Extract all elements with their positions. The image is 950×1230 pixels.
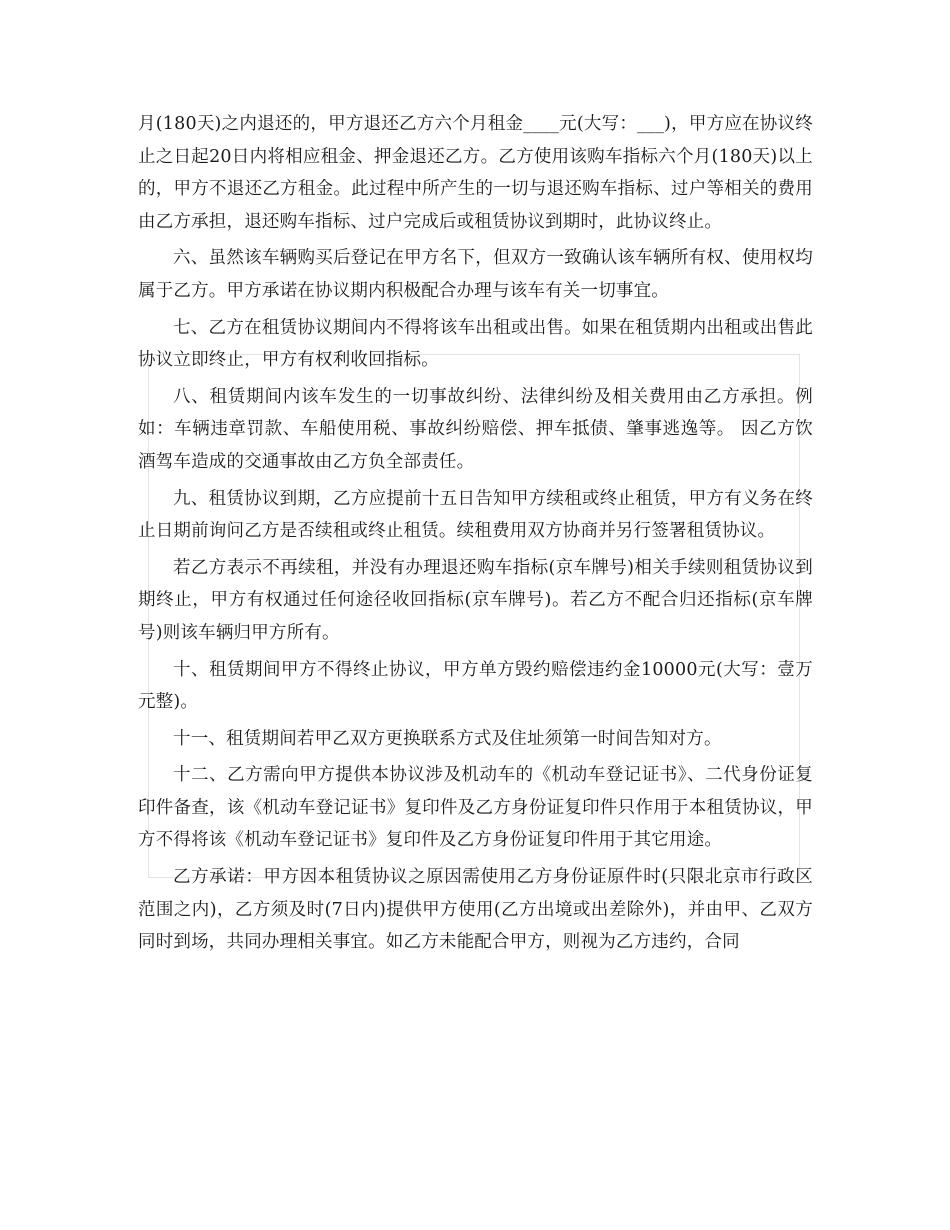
paragraph-continuation: 月(180天)之内退还的，甲方退还乙方六个月租金____元(大写：___)，甲方应在协议终止之日起20日内将相应租金、押金退还乙方。乙方使用该购车指标六个月(180天)以上的，甲方不退还乙方租金。此过程中所产生的一切与退还购车指标、过户等相关的费用由乙方承担，退还购车指标、过户完成后或租赁协议到期时，此协议终止。 — [138, 114, 813, 232]
paragraph-clause-7: 七、乙方在租赁协议期间内不得将该车出租或出售。如果在租赁期内出租或出售此协议立即终止，甲方有权利收回指标。 — [138, 317, 813, 371]
paragraph-clause-6: 六、虽然该车辆购买后登记在甲方名下，但双方一致确认该车辆所有权、使用权均属于乙方。甲方承诺在协议期内积极配合办理与该车有关一切事宜。 — [138, 248, 813, 301]
paragraph-clause-9-supplement: 若乙方表示不再续租，并没有办理退还购车指标(京车牌号)相关手续则租赁协议到期终止，甲方有权通过任何途径收回指标(京车牌号)。若乙方不配合归还指标(京车牌号)则该车辆归甲方所有。 — [138, 557, 813, 643]
paragraph-party-b-commitment: 乙方承诺：甲方因本租赁协议之原因需使用乙方身份证原件时(只限北京市行政区范围之内)，乙方须及时(7日内)提供甲方使用(乙方出境或出差除外)，并由甲、乙双方同时到场，共同办理相关事宜。如乙方未能配合甲方，则视为乙方违约，合同 — [138, 867, 813, 953]
document-body — [138, 108, 813, 963]
paragraph-clause-8: 八、租赁期间内该车发生的一切事故纠纷、法律纠纷及相关费用由乙方承担。例如：车辆违章罚款、车船使用税、事故纠纷赔偿、押车抵债、肇事逃逸等。 因乙方饮酒驾车造成的交通事故由乙方负全部责任。 — [138, 386, 813, 472]
paragraph-clause-9: 九、租赁协议到期，乙方应提前十五日告知甲方续租或终止租赁，甲方有义务在终止日期前询问乙方是否续租或终止租赁。续租费用双方协商并另行签署租赁协议。 — [138, 488, 813, 542]
paragraph-clause-10: 十、租赁期间甲方不得终止协议，甲方单方毁约赔偿违约金10000元(大写：壹万元整)。 — [138, 659, 813, 713]
paragraph-clause-12: 十二、乙方需向甲方提供本协议涉及机动车的《机动车登记证书》、二代身份证复印件备查，该《机动车登记证书》复印件及乙方身份证复印件只作用于本租赁协议，甲方不得将该《机动车登记证书》复印件及乙方身份证复印件用于其它用途。 — [138, 765, 813, 851]
paragraph-clause-11: 十一、租赁期间若甲乙双方更换联系方式及住址须第一时间告知对方。 — [173, 728, 722, 749]
